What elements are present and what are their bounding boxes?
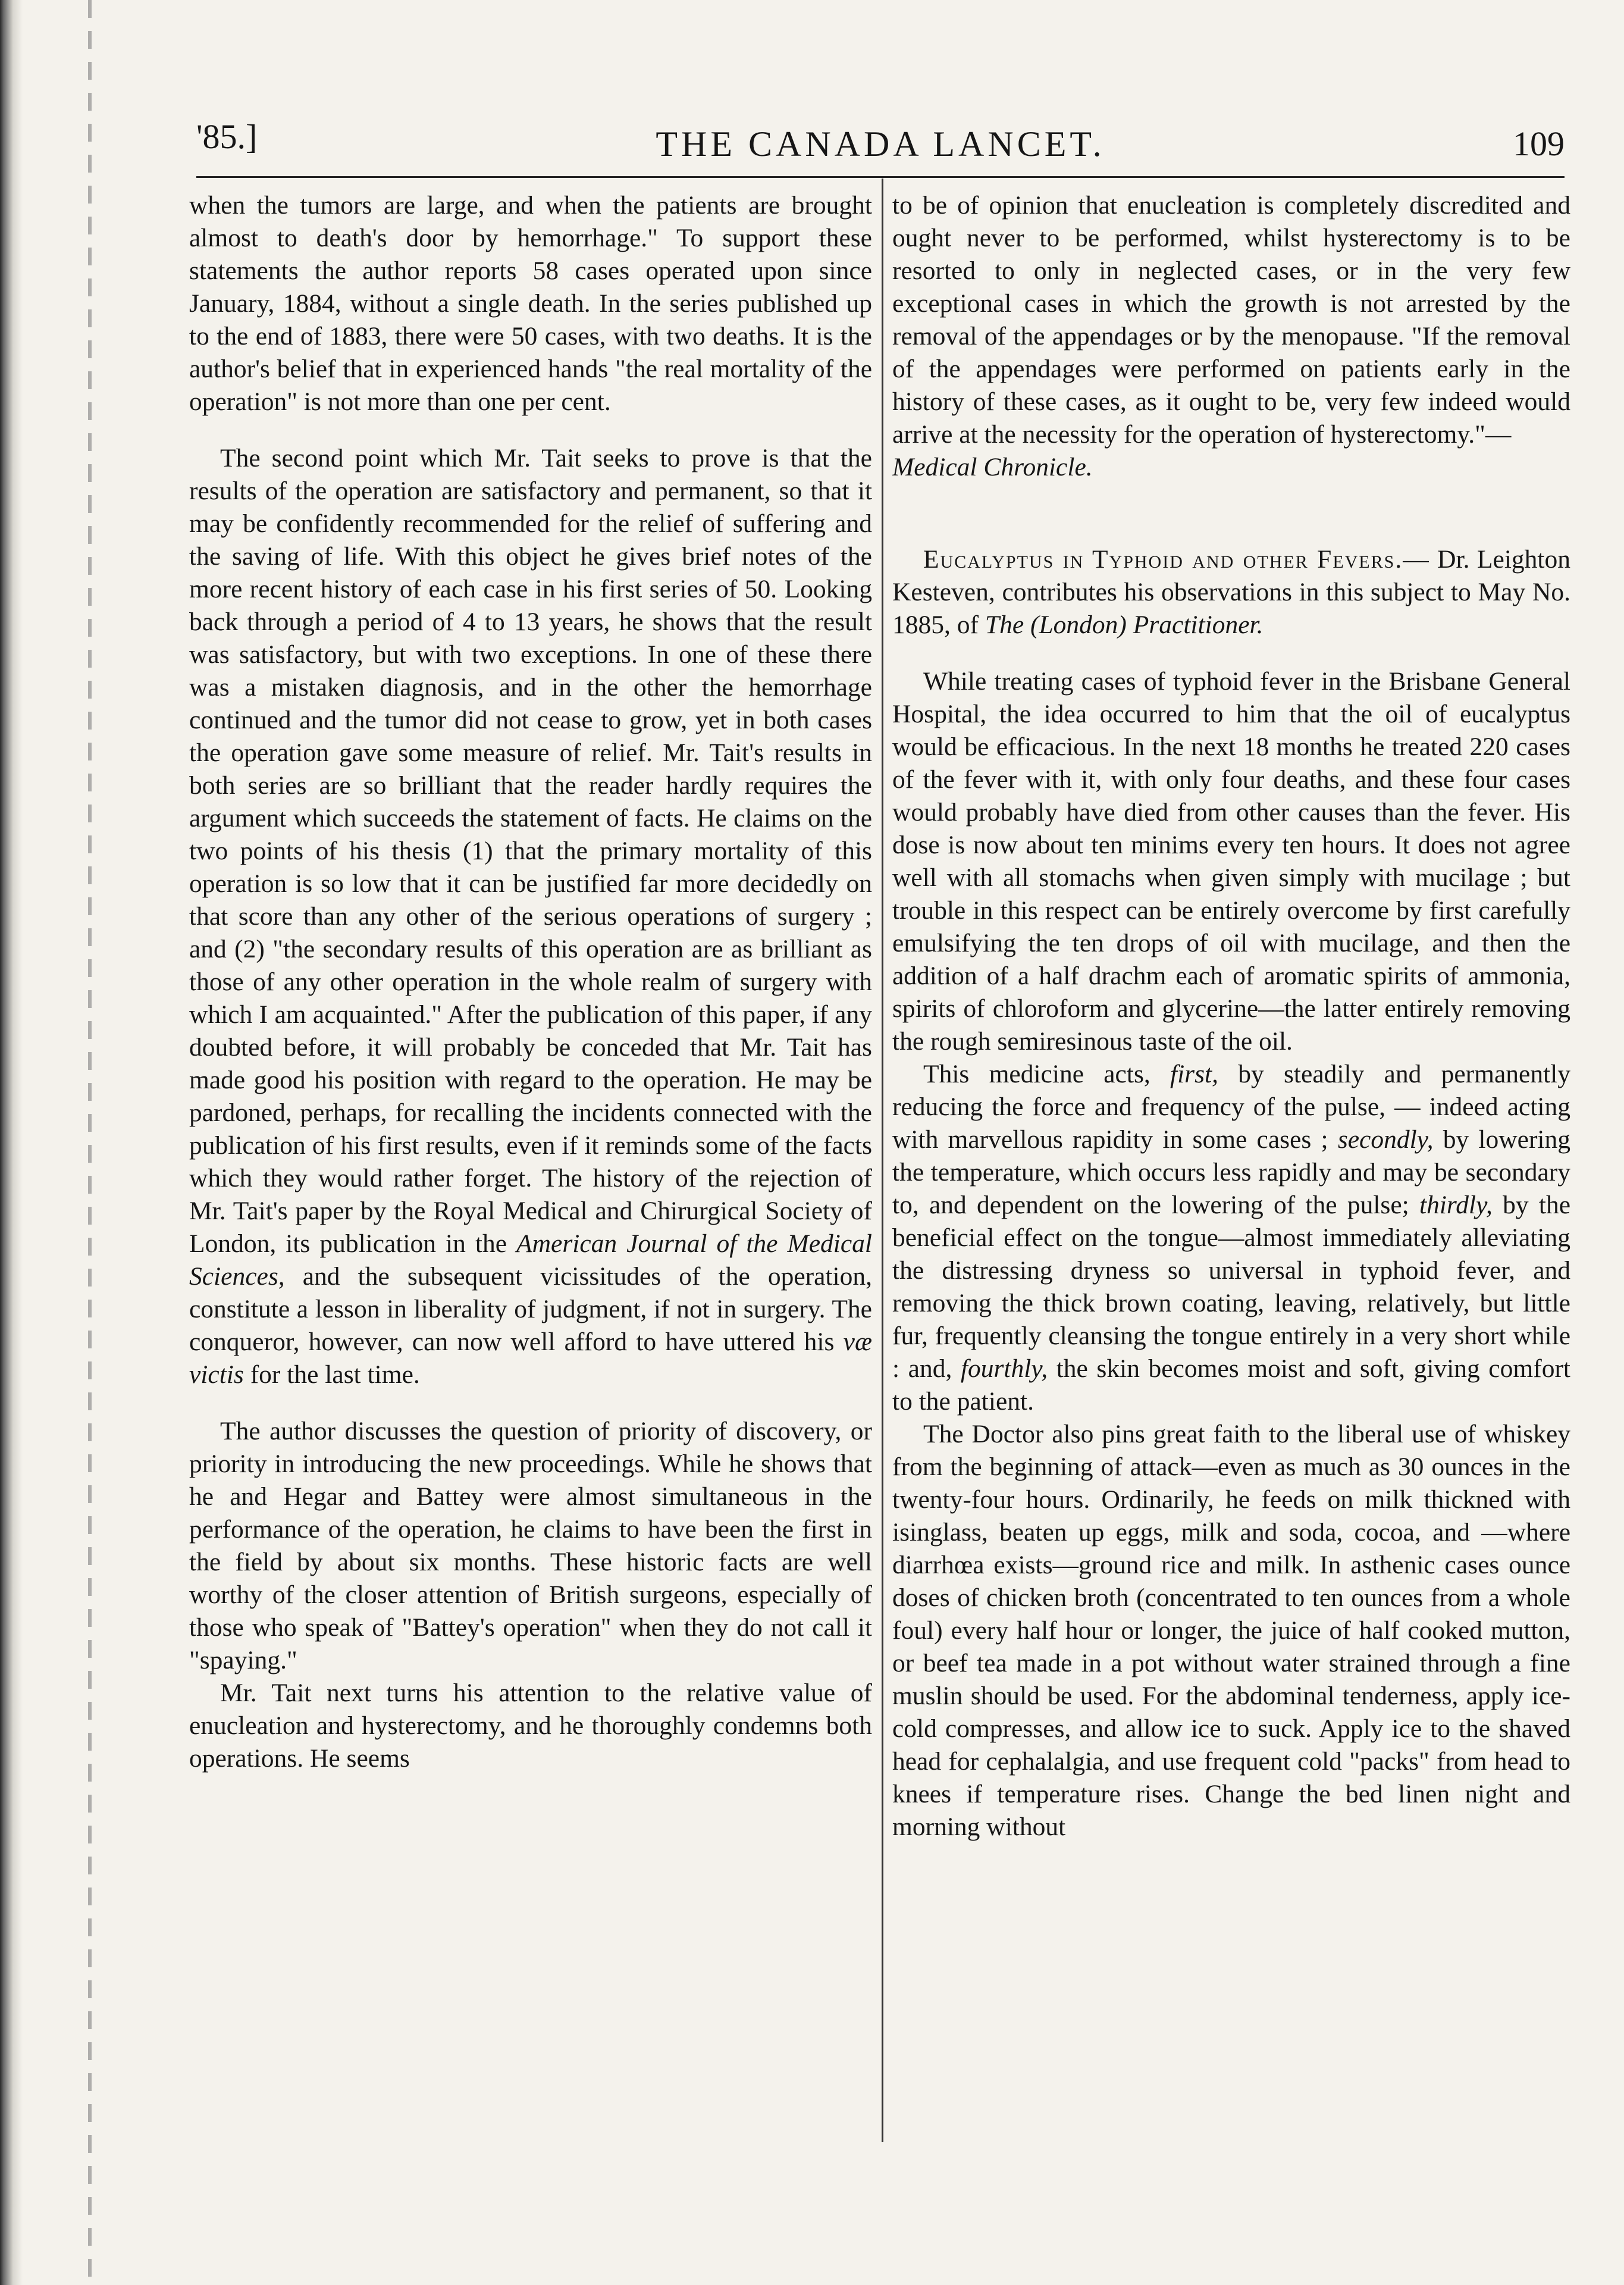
header-page-number: 109 — [1513, 124, 1565, 163]
left-paragraph-2-journal: American Journal of the Medical Sciences, — [189, 1229, 872, 1291]
right-paragraph-2-text: Dr. Leighton Kesteven, contributes his observations in this subject to May No. 1885, of — [892, 545, 1570, 639]
right-paragraph-4-text-b: by steadily and permanently reducing the force and frequency of the pulse, — indeed acting with marvellous rapidity in some cases ; — [892, 1060, 1570, 1154]
section-heading: Eucalyptus in Typhoid and other Fevers.— — [923, 545, 1430, 574]
header-rule — [196, 176, 1565, 178]
left-column — [189, 189, 872, 2272]
header-year-mark: '85.] — [196, 117, 258, 156]
column-divider — [882, 179, 883, 2142]
page-edge-marks — [88, 0, 92, 2285]
header-journal-title: THE CANADA LANCET. — [656, 124, 1105, 164]
right-paragraph-4-first: first, — [1170, 1060, 1219, 1088]
right-paragraph-3: While treating cases of typhoid fever in the Brisbane General Hospital, the idea occurred to him that the oil of eucalyptus would be efficacious. In the next 18 months he treated 220 cases of the fever with it, with only four deaths, and these four cases would probably have died from other causes than the fever. His dose is now about ten minims every ten hours. It does not agree well with all stomachs when given simply with mucilage ; but trouble in this respect can be entirely overcome by first carefully emulsifying the ten drops of oil with mucilage, and then the addition of a half drachm each of aromatic spirits of ammonia, spirits of chloroform and glycerine—the latter entirely removing the rough semiresinous taste of the oil. — [892, 667, 1570, 1056]
left-paragraph-2-text-c: for the last time. — [250, 1360, 420, 1389]
right-paragraph-4-secondly: secondly, — [1337, 1125, 1434, 1154]
right-paragraph-4-text-d: by the beneficial effect on the tongue—almost immediately alleviating the distressing dryness so universal in typhoid fever, and removing the thick brown coating, leaving, relatively, but little fur, frequently cleansing the tongue entirely in a very short while : and, — [892, 1191, 1570, 1383]
right-paragraph-1-text: to be of opinion that enucleation is completely discredited and ought never to be performed, whilst hysterectomy is to be resorted to only in neglected cases, or in the very few exceptional cases in which the growth is not arrested by the removal of the appendages or by the menopause. "If the removal of the appendages were performed on patients early in the history of these cases, as it ought to be, very few indeed would arrive at the necessity for the operation of hysterectomy."— — [892, 191, 1570, 449]
left-paragraph-2 — [189, 442, 872, 1391]
left-paragraph-2-text-b: and the subsequent vicissitudes of the operation, constitute a lesson in liberality of judgment, if not in surgery. The conqueror, however, can now well afford to have uttered his — [189, 1262, 872, 1356]
left-paragraph-1: when the tumors are large, and when the patients are brought almost to death's door by hemorrhage." To support these statements the author reports 58 cases operated upon since January, 1884, without a single death. In the series published up to the end of 1883, there were 50 cases, with two deaths. It is the author's belief that in experienced hands "the real mortality of the operation" is not more than one per cent. — [189, 191, 872, 416]
left-paragraph-2-text-a: The second point which Mr. Tait seeks to prove is that the results of the operation are satisfactory and permanent, so that it may be confidently recommended for the relief of suffering and the saving of life. With this object he gives brief notes of the more recent history of each case in his first series of 50. Looking back through a period of 4 to 13 years, he shows that the result was satisfactory, but with two exceptions. In one of these there was a mistaken diagnosis, and in the other the hemorrhage continued and the tumor did not cease to grow, yet in both cases the operation gave some measure of relief. Mr. Tait's results in both series are so brilliant that the reader hardly requires the argument which succeeds the statement of facts. He claims on the two points of his thesis (1) that the primary mortality of this operation is so low that it can be justified far more decidedly on that score than any other of the serious operations of surgery ; and (2) "the secondary results of this operation are as brilliant as those of any other operation in the whole realm of surgery with which I am acquainted." After the publication of this paper, if any doubted before, it will probably be conceded that Mr. Tait has made good his position with regard to the operation. He may be pardoned, perhaps, for recalling the incidents connected with the publication of his first results, even if it reminds some of the facts which they would rather forget. The history of the rejection of Mr. Tait's paper by the Royal Medical and Chirurgical Society of London, its publication in the — [189, 444, 872, 1258]
right-paragraph-4-text-e: the skin becomes moist and soft, giving comfort to the patient. — [892, 1354, 1570, 1416]
right-paragraph-2 — [892, 543, 1570, 641]
right-paragraph-4-text-a: This medicine acts, — [923, 1060, 1150, 1088]
right-paragraph-4-thirdly: thirdly, — [1419, 1191, 1493, 1219]
right-paragraph-4-text-c: by lowering the temperature, which occurs less rapidly and may be secondary to, and dependent on the lowering of the pulse; — [892, 1125, 1570, 1219]
right-paragraph-4-fourthly: fourthly, — [960, 1354, 1048, 1383]
left-paragraph-2-latin: væ victis — [189, 1328, 872, 1389]
left-paragraph-4: Mr. Tait next turns his attention to the relative value of enucleation and hysterectomy, and he thoroughly condemns both operations. He seems — [189, 1679, 872, 1773]
left-paragraph-3: The author discusses the question of priority of discovery, or priority in introducing the new proceedings. While he shows that he and Hegar and Battey were almost simultaneous in the performance of the operation, he claims to have been the first in the field by about six months. These historic facts are well worthy of the closer attention of British surgeons, especially of those who speak of "Battey's operation" when they do not call it "spaying." — [189, 1417, 872, 1674]
right-paragraph-5: The Doctor also pins great faith to the liberal use of whiskey from the beginning of attack—even as much as 30 ounces in the twenty-four hours. Ordinarily, he feeds on milk thickned with isinglass, beaten up eggs, milk and soda, cocoa, and —where diarrhœa exists—ground rice and milk. In asthenic cases ounce doses of chicken broth (concentrated to ten ounces from a whole foul) every half hour or longer, the juice of half cooked mutton, or beef tea made in a pot without water strained through a fine muslin should be used. For the abdominal tenderness, apply ice-cold compresses, and allow ice to suck. Apply ice to the shaved head for cephalalgia, and use frequent cold "packs" from head to knees if temperature rises. Change the bed linen night and morning without — [892, 1420, 1570, 1841]
right-paragraph-2-journal: The (London) Practitioner. — [985, 611, 1264, 639]
running-header — [196, 117, 1565, 170]
page-binding-edge — [0, 0, 23, 2285]
right-paragraph-4 — [892, 1058, 1570, 1418]
right-column — [892, 189, 1570, 2272]
right-paragraph-1 — [892, 189, 1570, 484]
right-paragraph-1-source: Medical Chronicle. — [892, 453, 1093, 481]
